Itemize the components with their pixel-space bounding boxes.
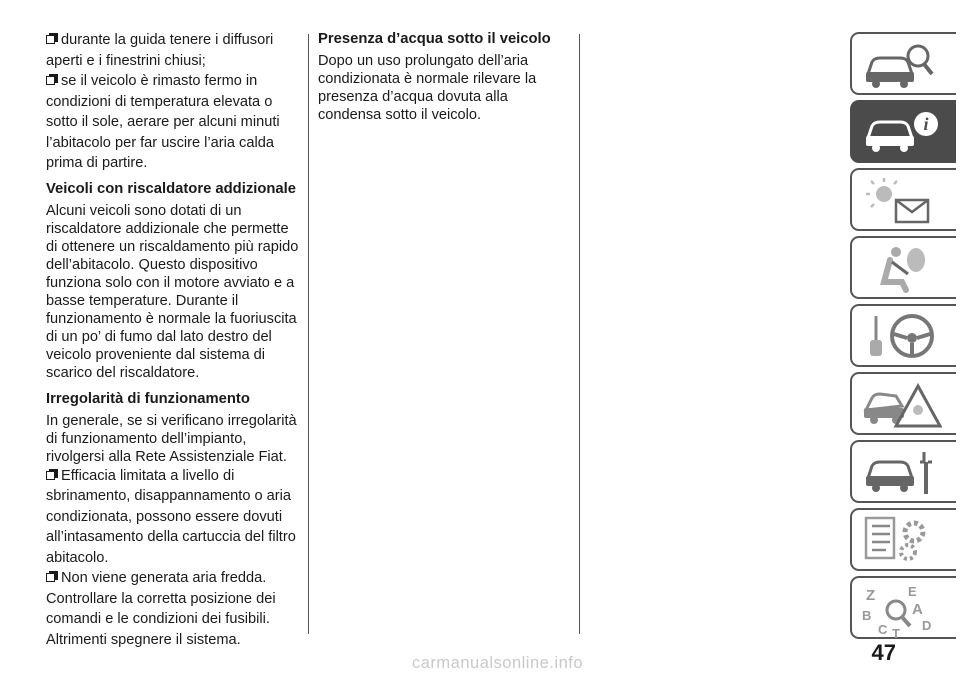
car-crash-warning-icon bbox=[862, 380, 942, 430]
tab-warning-lights[interactable] bbox=[850, 168, 956, 231]
column-divider bbox=[579, 34, 580, 634]
svg-text:T: T bbox=[892, 626, 900, 638]
section-heading: Presenza d’acqua sotto il veicolo bbox=[318, 31, 551, 47]
tab-safety[interactable] bbox=[850, 236, 956, 299]
svg-text:i: i bbox=[923, 114, 929, 134]
section-heading: Irregolarità di funzionamento bbox=[46, 390, 250, 407]
car-wrench-icon bbox=[862, 448, 942, 498]
bullet-icon bbox=[46, 74, 58, 86]
paragraph: Alcuni veicoli sono dotati di un riscaldatore addizionale che permette di ottenere un riscaldamento più rapido dell’abitacolo. Questo dispositivo funziona solo con il motore avviato e a basse temperature. Durante il funzionamento è normale la fuoriuscita di un po’ di fumo dal lato destro del veicolo proveniente dal sistema di scarico del riscaldatore. bbox=[46, 202, 299, 381]
bullet-item: se il veicolo è rimasto fermo in bbox=[46, 71, 302, 92]
list-gears-icon bbox=[862, 516, 942, 566]
bullet-icon bbox=[46, 469, 58, 481]
bullet-icon bbox=[46, 33, 58, 45]
svg-text:B: B bbox=[862, 608, 872, 623]
svg-text:E: E bbox=[908, 584, 917, 599]
bullet-item: Efficacia limitata a livello di bbox=[46, 466, 302, 487]
tab-emergency[interactable] bbox=[850, 372, 956, 435]
warning-light-envelope-icon bbox=[862, 176, 942, 226]
tab-starting-driving[interactable] bbox=[850, 304, 956, 367]
column-divider bbox=[308, 34, 309, 634]
tab-maintenance[interactable] bbox=[850, 440, 956, 503]
tab-technical-data[interactable] bbox=[850, 508, 956, 571]
paragraph: In generale, se si verificano irregolarità di funzionamento dell’impianto, rivolgersi alla Rete Assistenziale Fiat. bbox=[46, 412, 297, 465]
watermark: carmanualsonline.info bbox=[412, 654, 584, 672]
svg-text:C: C bbox=[878, 622, 888, 637]
svg-text:A: A bbox=[912, 601, 923, 618]
left-column: durante la guida tenere i diffusori aperti e i finestrini chiusi; se il veicolo è rimasto fermo in condizioni di temperatura elevata o sotto il sole, aerare per alcuni minuti l’abitacolo per far uscire l’aria calda prima di partire. Veicoli con riscaldatore addizionale Alcuni veicoli sono dotati di un riscaldatore addizionale che permette di ottenere un riscaldamento più rapido dell’abitacolo. Questo dispositivo funziona solo con il motore avviato e a basse temperature. Durante il funzionamento è normale la fuoriuscita di un po’ di fumo dal lato destro del veicolo proveniente dal sistema di scarico del riscaldatore. Irregolarità di funzionamento In generale, se si verificano irregolarità di funzionamento dell’impianto, rivolgersi alla Rete Assistenziale Fiat. Efficacia limitata a livello di sbrinamento, disappannamento o aria condizionata, possono essere dovuti all’intasamento della cartuccia del filtro abitacolo. Non viene generata aria fredda. Controllare la corretta posizione dei comandi e le condizioni dei fusibili. Altrimenti spegnere il sistema. bbox=[46, 30, 302, 650]
bullet-item: Non viene generata aria fredda. bbox=[46, 568, 302, 589]
tab-index[interactable] bbox=[850, 576, 956, 639]
svg-text:D: D bbox=[922, 618, 932, 633]
tab-car-search[interactable] bbox=[850, 32, 956, 95]
bullet-item: durante la guida tenere i diffusori bbox=[46, 30, 302, 51]
page-number: 47 bbox=[871, 640, 896, 665]
seat-airbag-icon bbox=[862, 244, 942, 294]
paragraph: Dopo un uso prolungato dell’aria condizionata è normale rilevare la presenza d’acqua dovuta alla condensa sotto il veicolo. bbox=[318, 53, 537, 123]
tab-car-info[interactable] bbox=[850, 100, 956, 163]
section-heading: Veicoli con riscaldatore addizionale bbox=[46, 180, 296, 197]
alphabet-search-icon bbox=[862, 584, 942, 638]
svg-text:Z: Z bbox=[866, 587, 876, 604]
car-info-icon bbox=[862, 108, 942, 158]
right-column bbox=[318, 30, 574, 132]
bullet-icon bbox=[46, 571, 58, 583]
car-search-icon bbox=[862, 40, 942, 90]
key-steering-wheel-icon bbox=[862, 312, 942, 362]
